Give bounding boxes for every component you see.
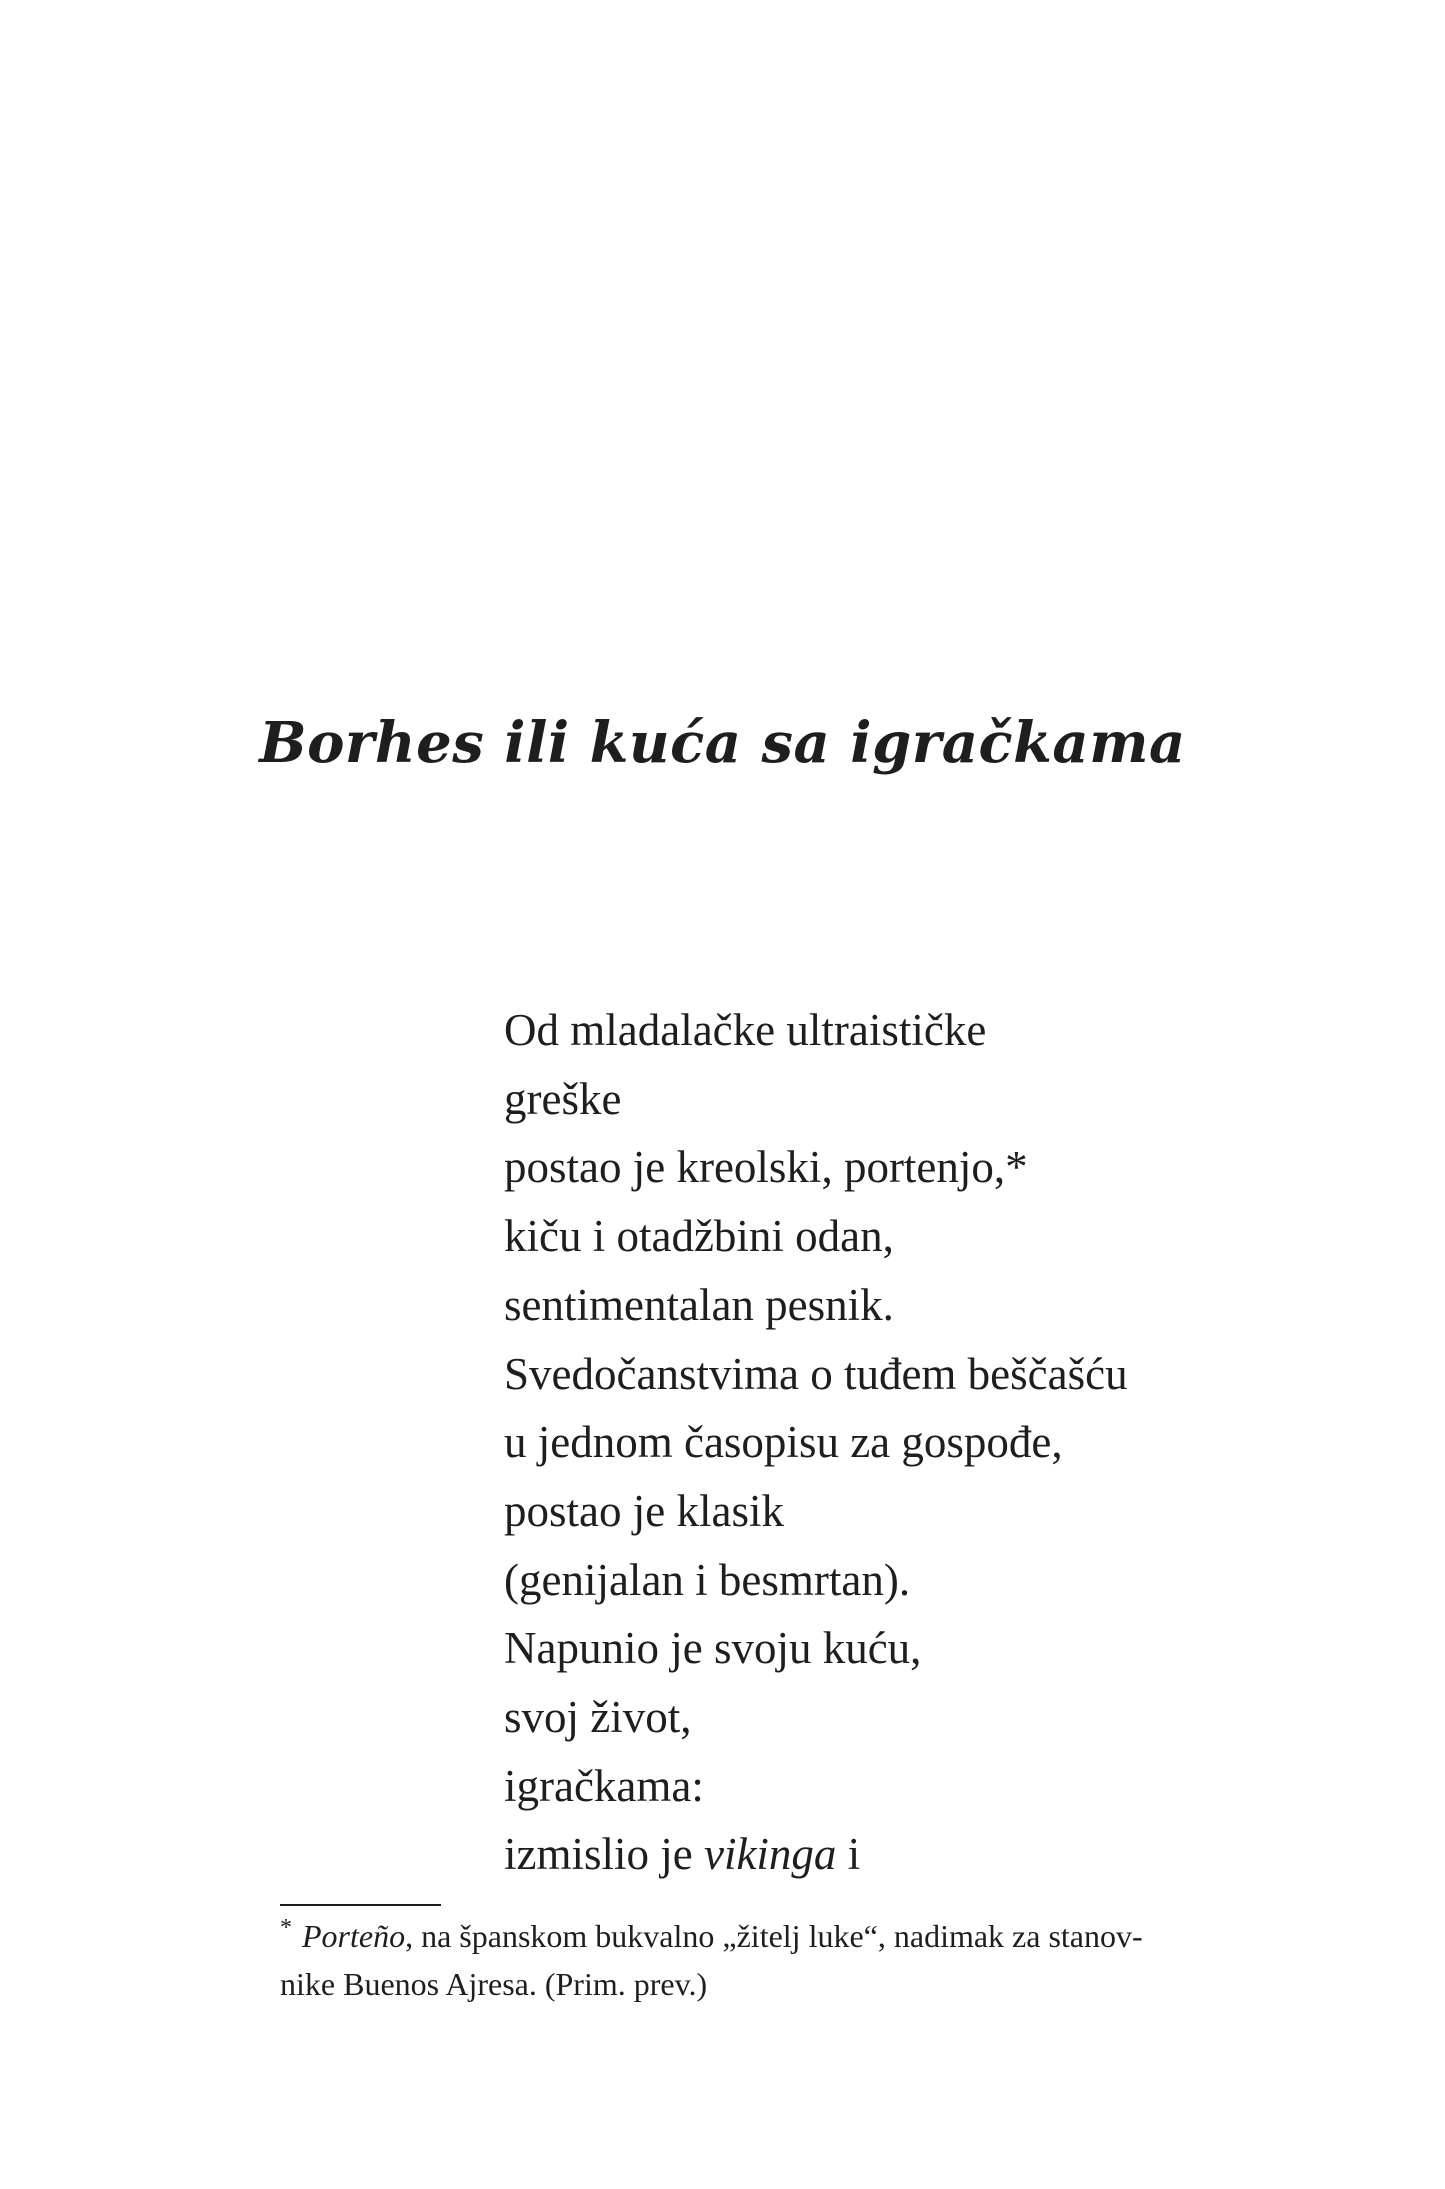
- poem-body: [504, 996, 1128, 1889]
- poem-line: postao je klasik: [504, 1485, 784, 1536]
- footnote-text: , na španskom bukvalno „žitelj luke“, nadimak za stanov-: [405, 1918, 1143, 1954]
- poem-italic-word: vikinga: [703, 1829, 837, 1880]
- footnote-line-2: nike Buenos Ajresa. (Prim. prev.): [280, 1966, 708, 2002]
- poem-title: Borhes ili kuća sa igračkama: [259, 710, 1186, 776]
- footnote-line-1: [280, 1912, 1260, 1960]
- footnote-term: Porteño: [302, 1918, 406, 1954]
- footnote: [280, 1912, 1260, 2008]
- poem-line: Od mladalačke ultraističke: [504, 1005, 987, 1055]
- poem-line: svoj život,: [504, 1692, 692, 1743]
- poem-line: Svedočanstvima o tuđem beščašću: [504, 1348, 1128, 1399]
- poem-last-line: [504, 1820, 1128, 1889]
- poem-line: postao je kreolski, portenjo,*: [504, 1142, 1028, 1193]
- footnote-separator: [280, 1904, 441, 1906]
- poem-line: greške: [504, 1073, 622, 1124]
- poem-line: sentimentalan pesnik.: [504, 1279, 894, 1330]
- poem-line: kiču i otadžbini odan,: [504, 1211, 894, 1262]
- poem-line: igračkama:: [504, 1760, 704, 1811]
- poem-line: (genijalan i besmrtan).: [504, 1554, 911, 1605]
- poem-last-line-end: i: [836, 1829, 861, 1880]
- poem-line: u jednom časopisu za gospođe,: [504, 1417, 1063, 1468]
- poem-line: Napunio je svoju kuću,: [504, 1623, 922, 1674]
- poem-last-line-start: izmislio je: [504, 1829, 704, 1880]
- footnote-marker: *: [280, 1915, 292, 1942]
